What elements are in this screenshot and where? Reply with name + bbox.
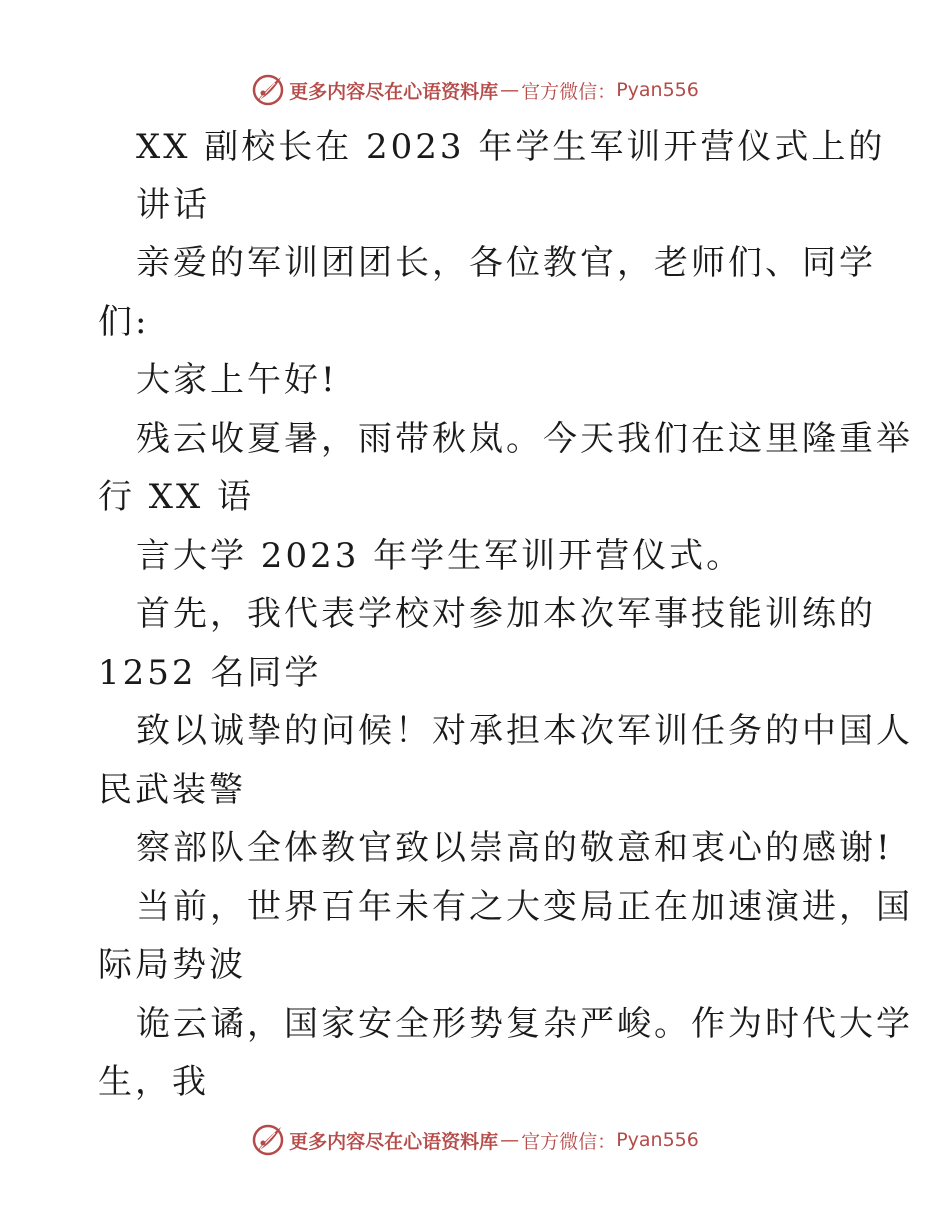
doc-line: 大家上午好! <box>136 360 338 400</box>
banner-separator: — <box>500 1129 520 1151</box>
doc-line-title-2: 讲话 <box>136 185 210 225</box>
banner-wechat-id: Pyan556 <box>616 79 699 101</box>
quill-circle-logo-icon <box>251 1123 285 1157</box>
doc-line-title-1: XX 副校长在 2023 年学生军训开营仪式上的 <box>136 127 886 167</box>
doc-line: 言大学 2023 年学生军训开营仪式。 <box>136 536 744 576</box>
doc-line: 致以诚挚的问候！对承担本次军训任务的中国人 <box>136 711 913 751</box>
doc-line: 首先，我代表学校对参加本次军事技能训练的 <box>136 594 876 634</box>
quill-circle-logo-icon <box>251 73 285 107</box>
banner-site-text: 更多内容尽在心语资料库 <box>289 1130 499 1153</box>
doc-line: 当前，世界百年未有之大变局正在加速演进，国 <box>136 887 913 927</box>
doc-line: 民武装警 <box>98 770 246 810</box>
header-banner <box>0 70 950 110</box>
banner-separator: — <box>500 79 520 101</box>
doc-line: 亲爱的军训团团长，各位教官，老师们、同学 <box>136 243 876 283</box>
footer-banner <box>0 1120 950 1160</box>
banner-wechat-id: Pyan556 <box>616 1129 699 1151</box>
doc-line: 行 XX 语 <box>98 477 255 517</box>
banner-wechat-label: 官方微信： <box>521 80 617 103</box>
doc-line: 诡云谲，国家安全形势复杂严峻。作为时代大学 <box>136 1004 913 1044</box>
doc-line: 察部队全体教官致以崇高的敬意和衷心的感谢! <box>136 828 893 868</box>
banner-site-text: 更多内容尽在心语资料库 <box>289 80 499 103</box>
doc-line: 际局势波 <box>98 945 246 985</box>
doc-line: 们: <box>98 302 150 342</box>
doc-line: 残云收夏暑，雨带秋岚。今天我们在这里隆重举 <box>136 419 913 459</box>
doc-line: 1252 名同学 <box>98 653 322 693</box>
doc-line: 生，我 <box>98 1062 209 1102</box>
banner-wechat-label: 官方微信： <box>521 1130 617 1153</box>
